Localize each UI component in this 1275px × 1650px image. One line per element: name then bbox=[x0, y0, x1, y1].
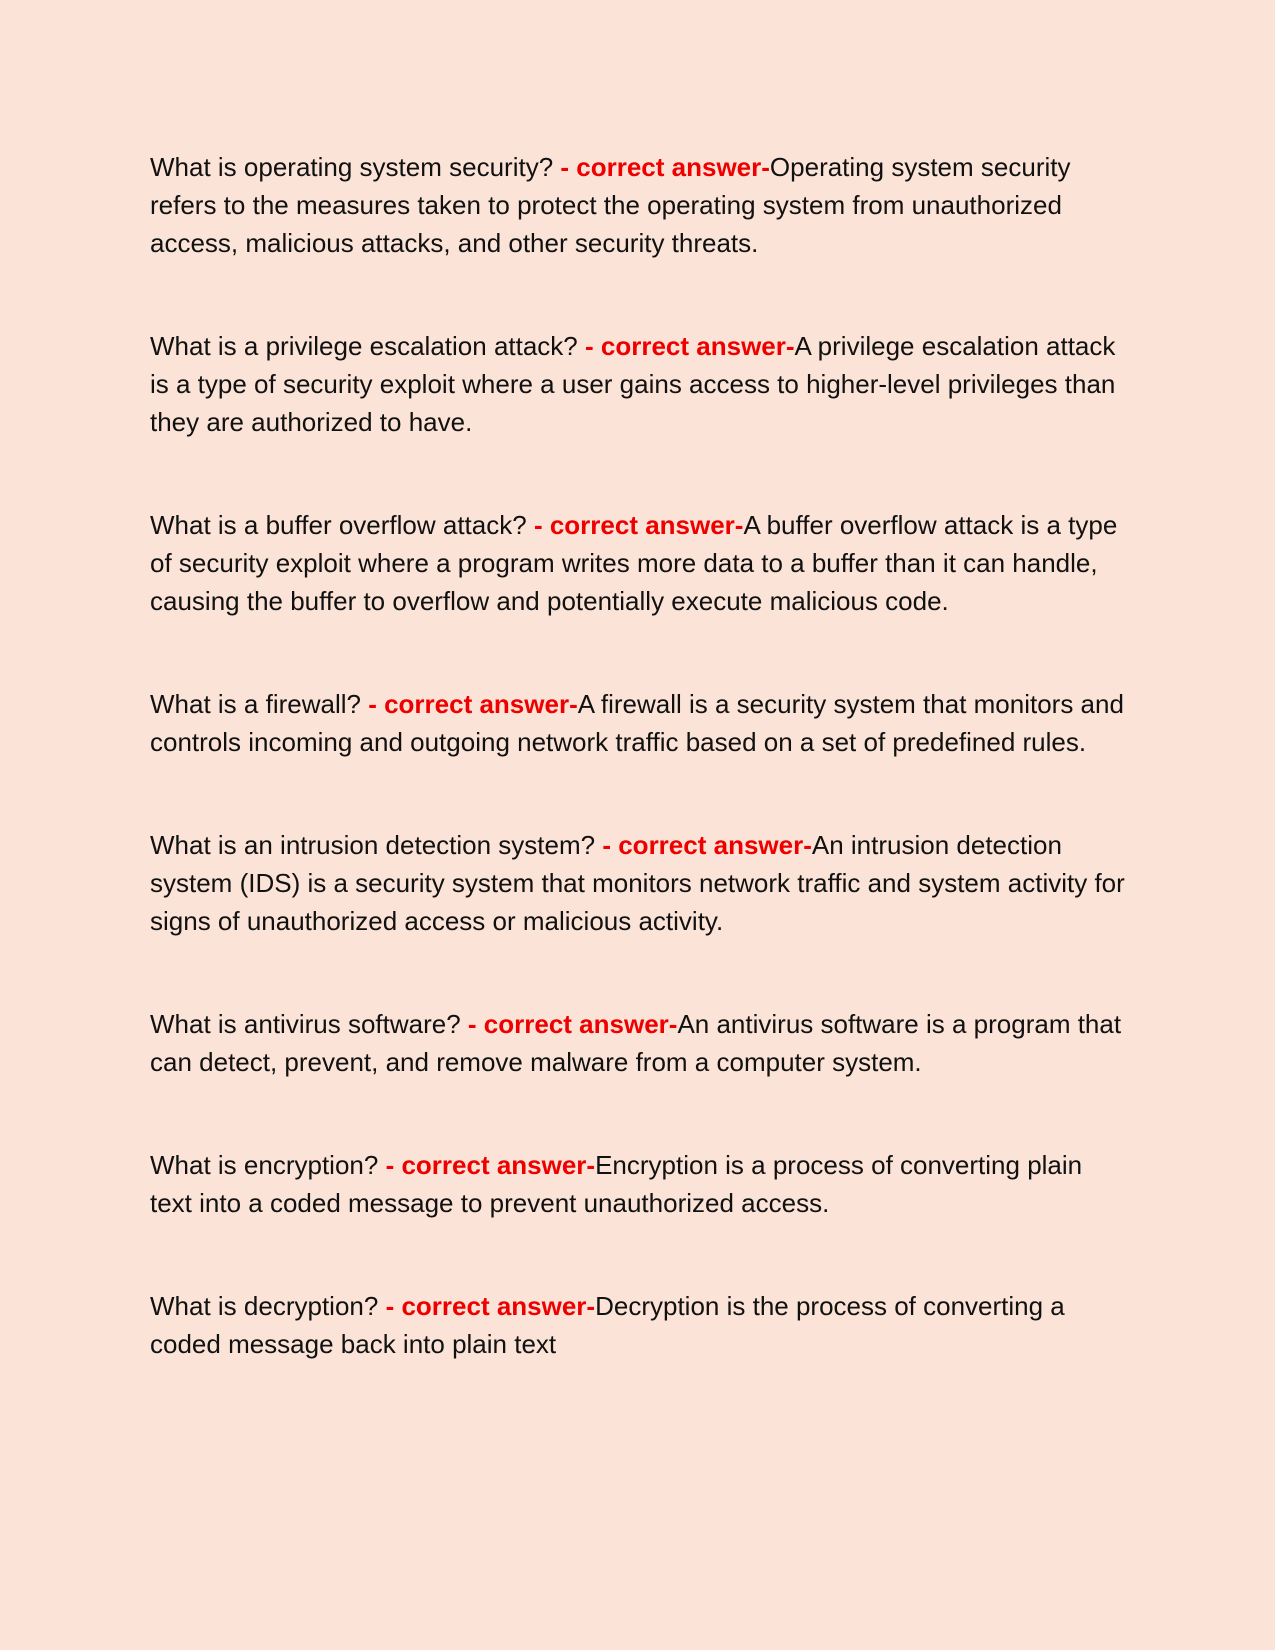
correct-answer-marker: - correct answer- bbox=[560, 152, 770, 182]
question-text: What is operating system security? bbox=[150, 152, 554, 182]
answer-text: Operating system security refers to the measures taken to protect the operating system from unauthorized access, malicious attacks, and other security threats. bbox=[150, 152, 1071, 258]
qa-item-decryption bbox=[150, 1287, 1130, 1363]
qa-item-encryption bbox=[150, 1146, 1130, 1222]
question-text: What is a firewall? bbox=[150, 689, 361, 719]
question-text: What is encryption? bbox=[150, 1150, 379, 1180]
qa-item-firewall bbox=[150, 685, 1130, 761]
qa-item-ids bbox=[150, 826, 1130, 940]
question-text: What is an intrusion detection system? bbox=[150, 830, 596, 860]
question-text: What is decryption? bbox=[150, 1291, 379, 1321]
qa-item-antivirus bbox=[150, 1005, 1130, 1081]
correct-answer-marker: - correct answer- bbox=[385, 1291, 596, 1321]
correct-answer-marker: - correct answer- bbox=[533, 510, 744, 540]
correct-answer-marker: - correct answer- bbox=[585, 331, 795, 361]
correct-answer-marker: - correct answer- bbox=[368, 689, 578, 719]
answer-text: Decryption is the process of converting a coded message back into plain text bbox=[150, 1291, 1065, 1359]
answer-text: An antivirus software is a program that can detect, prevent, and remove malware from a computer system. bbox=[150, 1009, 1122, 1077]
question-text: What is a buffer overflow attack? bbox=[150, 510, 527, 540]
answer-text: A firewall is a security system that monitors and controls incoming and outgoing network traffic based on a set of predefined rules. bbox=[150, 689, 1124, 757]
qa-item-privilege-escalation bbox=[150, 327, 1130, 441]
document-page bbox=[150, 148, 1130, 1428]
question-text: What is antivirus software? bbox=[150, 1009, 461, 1039]
answer-text: An intrusion detection system (IDS) is a security system that monitors network traffic and system activity for signs of unauthorized access or malicious activity. bbox=[150, 830, 1125, 936]
answer-text: A buffer overflow attack is a type of security exploit where a program writes more data to a buffer than it can handle, causing the buffer to overflow and potentially execute malicious code. bbox=[150, 510, 1118, 616]
qa-item-buffer-overflow bbox=[150, 506, 1130, 620]
answer-text: A privilege escalation attack is a type of security exploit where a user gains access to higher-level privileges than they are authorized to have. bbox=[150, 331, 1116, 437]
correct-answer-marker: - correct answer- bbox=[602, 830, 812, 860]
answer-text: Encryption is a process of converting plain text into a coded message to prevent unauthorized access. bbox=[150, 1150, 1083, 1218]
correct-answer-marker: - correct answer- bbox=[467, 1009, 678, 1039]
qa-item-os-security bbox=[150, 148, 1130, 262]
question-text: What is a privilege escalation attack? bbox=[150, 331, 578, 361]
correct-answer-marker: - correct answer- bbox=[385, 1150, 596, 1180]
